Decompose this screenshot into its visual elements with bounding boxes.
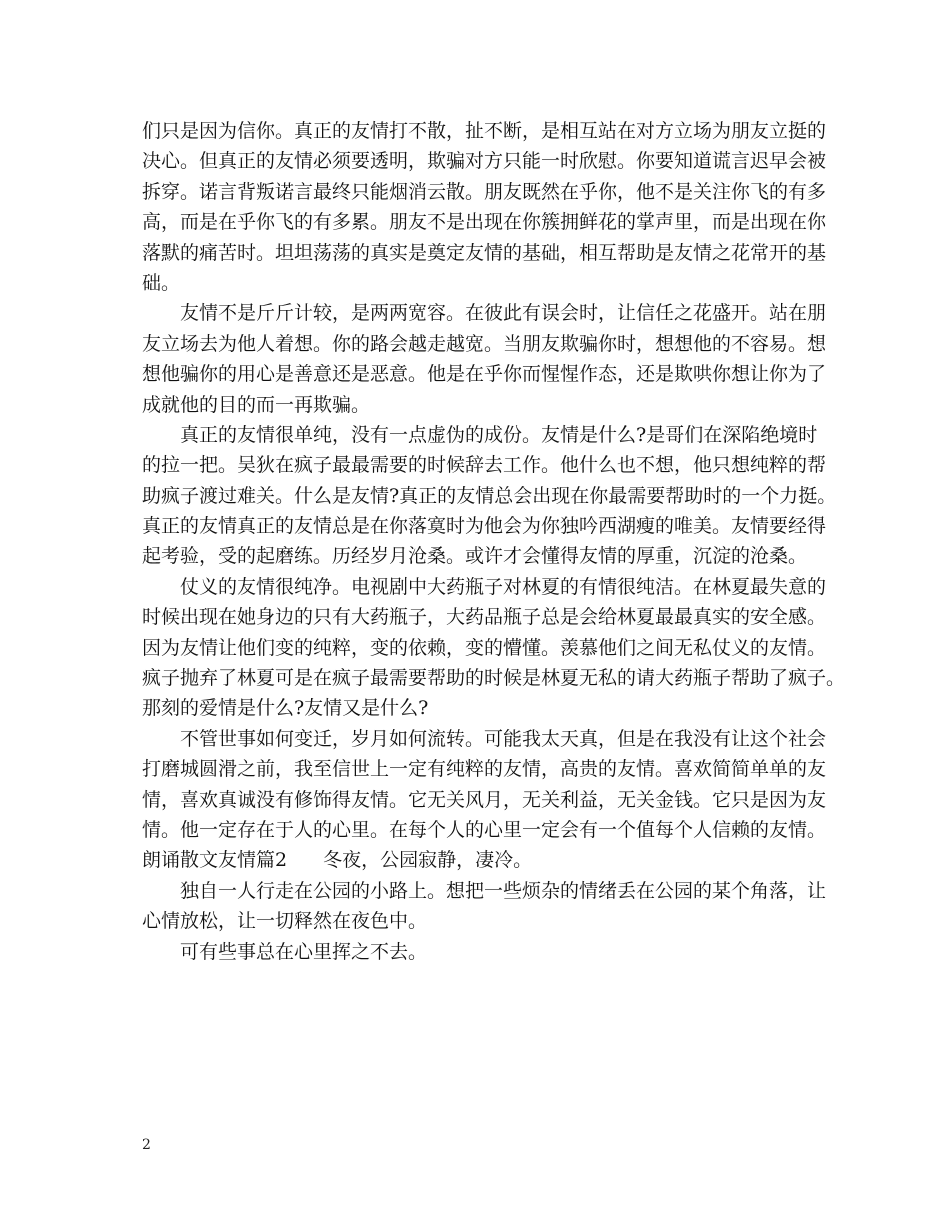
text-line: 打磨城圆滑之前，我至信世上一定有纯粹的友情，高贵的友情。喜欢简简单单的友	[142, 758, 827, 781]
text-line: 想他骗你的用心是善意还是恶意。他是在乎你而惺惺作态，还是欺哄你想让你为了	[142, 363, 827, 386]
body-text	[142, 116, 846, 967]
text-line: 的拉一把。吴狄在疯子最最需要的时候辞去工作。他什么也不想，他只想纯粹的帮	[142, 454, 827, 477]
text-line: 情。他一定存在于人的心里。在每个人的心里一定会有一个值每个人信赖的友情。	[142, 818, 827, 841]
paragraph-first-line: 真正的友情很单纯，没有一点虚伪的成份。友情是什么?是哥们在深陷绝境时	[180, 423, 818, 446]
paragraph-first-line: 可有些事总在心里挥之不去。	[180, 940, 428, 963]
text-line: 真正的友情真正的友情总是在你落寞时为他会为你独吟西湖瘦的唯美。友情要经得	[142, 515, 827, 538]
text-line: 那刻的爱情是什么?友情又是什么?	[142, 697, 429, 720]
text-line: 友立场去为他人着想。你的路会越走越宽。当朋友欺骗你时，想想他的不容易。想	[142, 332, 827, 355]
text-line: 心情放松，让一切释然在夜色中。	[142, 910, 428, 933]
section-first-line: 冬夜，公园寂静，凄冷。	[323, 849, 533, 872]
text-line: 成就他的目的而一再欺骗。	[142, 393, 371, 416]
paragraph-first-line: 仗义的友情很纯净。电视剧中大药瓶子对林夏的有情很纯洁。在林夏最失意的	[180, 575, 827, 598]
text-line: 高，而是在乎你飞的有多累。朋友不是出现在你簇拥鲜花的掌声里，而是出现在你	[142, 211, 827, 234]
page-number: 2	[142, 1137, 151, 1153]
text-line: 因为友情让他们变的纯粹，变的依赖，变的懵懂。羡慕他们之间无私仗义的友情。	[142, 636, 827, 659]
paragraph-first-line: 友情不是斤斤计较，是两两宽容。在彼此有误会时，让信任之花盛开。站在朋	[180, 302, 827, 325]
paragraph-first-line: 不管世事如何变迁，岁月如何流转。可能我太天真，但是在我没有让这个社会	[180, 727, 827, 750]
paragraph-first-line: 独自一人行走在公园的小路上。想把一些烦杂的情绪丢在公园的某个角落，让	[180, 879, 827, 902]
text-line: 们只是因为信你。真正的友情打不散，扯不断，是相互站在对方立场为朋友立挺的	[142, 120, 827, 142]
section-heading-line	[142, 845, 814, 875]
text-line: 时候出现在她身边的只有大药瓶子，大药品瓶子总是会给林夏最最真实的安全感。	[142, 606, 827, 629]
text-line: 起考验，受的起磨练。历经岁月沧桑。或许才会懂得友情的厚重，沉淀的沧桑。	[142, 545, 808, 568]
text-line: 础。	[142, 271, 181, 294]
text-line: 疯子抛弃了林夏可是在疯子最需要帮助的时候是林夏无私的请大药瓶子帮助了疯子。	[142, 667, 846, 690]
text-line: 决心。但真正的友情必须要透明，欺骗对方只能一时欣慰。你要知道谎言迟早会被	[142, 150, 827, 173]
text-line: 情，喜欢真诚没有修饰得友情。它无关风月，无关利益，无关金钱。它只是因为友	[142, 788, 827, 811]
text-line: 助疯子渡过难关。什么是友情?真正的友情总会出现在你最需要帮助时的一个力挺。	[142, 484, 837, 507]
text-line: 拆穿。诺言背叛诺言最终只能烟消云散。朋友既然在乎你，他不是关注你飞的有多	[142, 180, 827, 203]
text-line: 落默的痛苦时。坦坦荡荡的真实是奠定友情的基础，相互帮助是友情之花常开的基	[142, 241, 827, 264]
section-heading: 朗诵散文友情篇2	[142, 849, 288, 872]
